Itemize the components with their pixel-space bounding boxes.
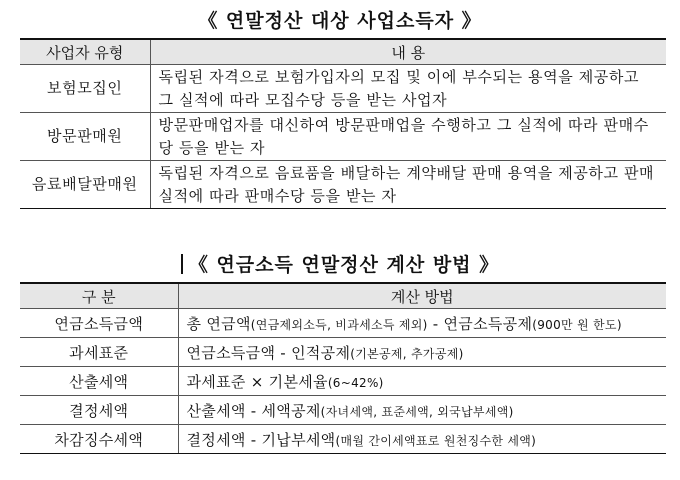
category-cell: 산출세액 [20, 367, 178, 396]
pension-calculation-table [20, 282, 666, 454]
header-business-type: 사업자 유형 [20, 39, 150, 65]
table-row [20, 396, 666, 425]
title-bar-marker [181, 254, 183, 274]
table-row [20, 309, 666, 338]
table-row [20, 338, 666, 367]
table-header-row [20, 39, 666, 65]
section1-title: 《 연말정산 대상 사업소득자 》 [198, 10, 482, 32]
table-row [20, 367, 666, 396]
business-type-cell: 방문판매원 [20, 113, 150, 161]
method-cell [178, 396, 666, 425]
method-note: (6~42%) [327, 375, 384, 390]
method-main: 과세표준 × 기본세율 [186, 372, 328, 391]
content-cell: 방문판매업자를 대신하여 방문판매업을 수행하고 그 실적에 따라 판매수당 등을 받는 자 [150, 113, 666, 161]
table-row [20, 113, 666, 161]
category-cell: 결정세액 [20, 396, 178, 425]
method-cell [178, 425, 666, 454]
table-row [20, 65, 666, 113]
content-cell: 독립된 자격으로 보험가입자의 모집 및 이에 부수되는 용역을 제공하고 그 실적에 따라 모집수당 등을 받는 사업자 [150, 65, 666, 113]
header-content: 내 용 [150, 39, 666, 65]
category-cell: 과세표준 [20, 338, 178, 367]
table-row [20, 161, 666, 209]
method-note: (기본공제, 추가공제) [350, 346, 464, 361]
business-type-cell: 보험모집인 [20, 65, 150, 113]
table-header-row [20, 283, 666, 309]
header-category: 구 분 [20, 283, 178, 309]
method-main: 결정세액 - 기납부세액 [186, 430, 336, 449]
method-note2: (900만 원 한도) [532, 317, 622, 332]
method-main: 연금소득금액 - 인적공제 [186, 343, 351, 362]
header-method: 계산 방법 [178, 283, 666, 309]
business-income-table [20, 38, 666, 209]
section2-title-text: 《 연금소득 연말정산 계산 방법 》 [188, 254, 500, 276]
method-cell [178, 309, 666, 338]
method-main: 총 연금액 [186, 314, 251, 333]
method-note: (자녀세액, 표준세액, 외국납부세액) [320, 404, 514, 419]
method-main2: - 연금소득공제 [427, 314, 533, 333]
method-cell [178, 338, 666, 367]
content-cell: 독립된 자격으로 음료품을 배달하는 계약배달 판매 용역을 제공하고 판매실적에 따라 판매수당 등을 받는 자 [150, 161, 666, 209]
table-row [20, 425, 666, 454]
method-cell [178, 367, 666, 396]
section2-title [0, 250, 680, 277]
business-type-cell: 음료배달판매원 [20, 161, 150, 209]
method-main: 산출세액 - 세액공제 [186, 401, 321, 420]
method-note: (매월 간이세액표로 원천징수한 세액) [335, 433, 537, 448]
method-note: (연금제외소득, 비과세소득 제외) [250, 317, 428, 332]
category-cell: 연금소득금액 [20, 309, 178, 338]
category-cell: 차감징수세액 [20, 425, 178, 454]
